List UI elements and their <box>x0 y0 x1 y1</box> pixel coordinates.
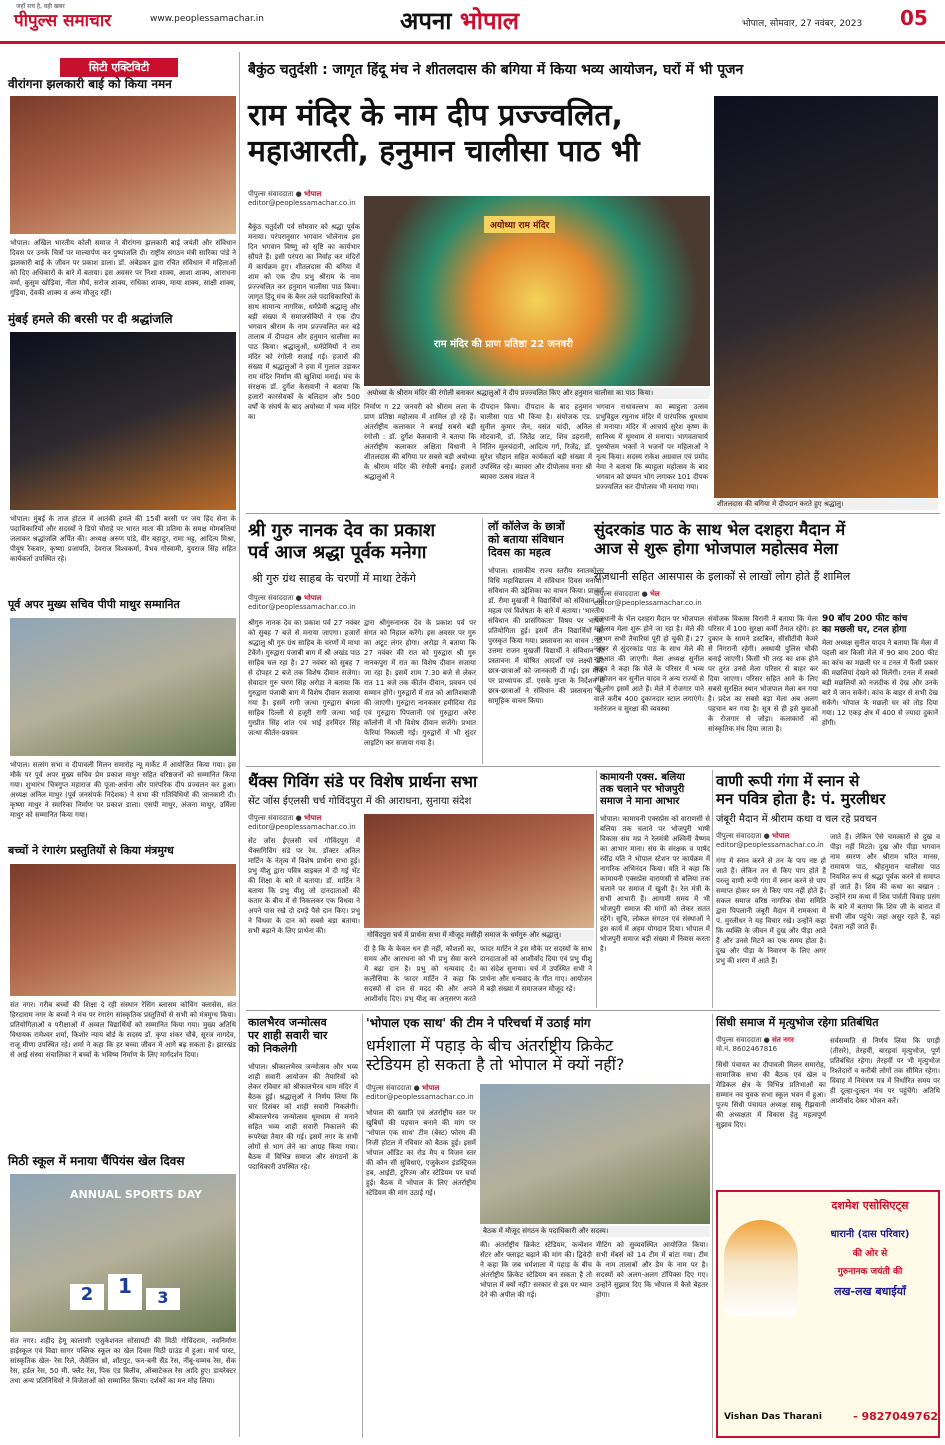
column-divider <box>362 1014 363 1438</box>
bhojpal-box-headline-line1: 90 बॉय 200 फीट कांच <box>822 614 908 624</box>
photo-mumbai-candles <box>10 332 236 510</box>
sindhi-col2: सर्वसम्मति से निर्णय लिया कि पगड़ी (तीसरे), तेरहवीं, बारहवां मृत्युभोज, पूर्ण प्रतिबंधित रहेगा। तेरहवीं पर भी मृत्युभोज रिश्तेदारों व करीबी लोगों तक सीमित रहेगा। विवाह में निमंत्रण पत्र में निर्धारित समय पर ही दूल्हा-दुल्हन मंच पर पहुंचेंगे। अतिथि आशीर्वाद देकर भोजन करें। <box>830 1037 940 1105</box>
photo-church-caption: गोविंदपुरा चर्च में प्रार्थना सभा में मौजूद मसीही समाज के धर्मगुरु और श्रद्धालु। <box>364 930 594 941</box>
ad-name: Vishan Das Tharani <box>724 1412 822 1422</box>
nanak-byline-email[interactable]: editor@peoplessamachar.co.in <box>248 603 356 611</box>
lead-byline-city: भोपाल <box>304 190 322 198</box>
nanak-byline-city: भोपाल <box>304 594 322 602</box>
law-article: भोपाल। शासकीय राज्य स्तरीय स्नातकोत्तर विधि महाविद्यालय में संविधान दिवस मनाया। संविधान की उद्देशिका का वाचन किया। प्राचार्य डॉ. रीमा मुखर्जी ने विद्यार्थियों को संविधान का महत्व एवं विशेषता के बारे में बताया। 'भारतीय संविधान की प्रासंगिकता' विषय पर भाषण प्रतियोगिता हुई। इसमें तीन विद्यार्थियों को पुरस्कृत किया गया। प्रस्तावना का वाचन : डॉ. उत्तमा राजन मुखर्जी विद्यार्थी ने संविधान की प्रस्तावना में घोषित आदर्शों एवं लक्ष्यों की छात्र-छात्राओं को जानकारी दी गई। इस मौके पर प्राध्यापक डॉ. एसके गुप्ता के निर्देशन में छात्र-छात्राओं ने संविधान की प्रस्तावना का सामूहिक वाचन किया। <box>488 567 604 705</box>
divider <box>246 766 940 767</box>
bhojpal-byline-name: पीपुल्स संवाददाता <box>594 590 640 598</box>
rangoli-board: अयोध्या राम मंदिर <box>484 216 555 233</box>
lead-headline-line1: राम मंदिर के नाम दीप प्रज्ज्वलित, <box>248 98 623 133</box>
bhojpal-box <box>822 614 938 760</box>
divider <box>246 513 940 514</box>
ganga-headline-line1: वाणी रूपी गंगा में स्नान से <box>716 772 860 790</box>
cricket-byline-name: पीपुल्स संवाददाता <box>366 1084 412 1092</box>
cricket-byline-email[interactable]: editor@peoplessamachar.co.in <box>366 1093 474 1101</box>
thanks-subhead: सेंट जोंस ईएलसी चर्च गोविंदपुरा में की आराधना, सुनाया संदेश <box>248 796 472 807</box>
podium-third: 3 <box>146 1288 180 1310</box>
bhairav-headline-line3: को निकलेगी <box>248 1042 298 1056</box>
thanks-col2: दी है कि के केवल धन ही नहीं, कौशलों का, समय और आराधना को भी प्रभु सेवा करने में बढ़ा दान है। प्रभु को धन्यवाद दें। कलीसिया के फादर मार्टिन ने कहा कि सदस्यों से दान से मदद की और अपने आशीर्वाद दिए। प्रभु यीशु का अनुसरण करते <box>364 945 476 1002</box>
bhairav-article: भोपाल। श्रीकालभैरव जन्मोत्सव और भव्य शाही सवारी आयोजन की तैयारियों को लेकर रविवार को श्रीकालभैरव धाम मंदिर में बैठक हुई। श्रद्धालुओं ने निर्णय लिया कि चार दिसंबर को शाही सवारी निकलेगी। श्रीकालभैरव जन्मोत्सव धूमधाम से मनाने सहित भव्य शाही सवारी निकालने की रूपरेखा तैयार की गई। इसमें नगर के सभी लोगों से भाग लेने का आग्रह किया गया। बैठक में विभिन्न समाज और संगठनों के पदाधिकारी उपस्थित रहे। <box>248 1063 358 1171</box>
sindhi-col1: सिंधी पंचायत का दीपावली मिलन समारोह, सामाजिक सभा की बैठक एवं खेल व मेडिकल क्षेत्र के विभिन्न प्रतिभाओं का सम्मान नव युवक सभा स्कूल भवन में हुआ। पूज्य सिंधी पंचायत अध्यक्ष साबू रीझवानी की अध्यक्षता में विकास हेतु महत्वपूर्ण सुझाव दिए। <box>716 1061 826 1129</box>
ganga-byline-email[interactable]: editor@peoplessamachar.co.in <box>716 841 824 849</box>
divider <box>246 1010 940 1011</box>
guru-portrait <box>724 1220 798 1316</box>
cricket-headline-line1: धर्मशाला में पहाड़ के बीच अंतर्राष्ट्रीय क्रिकेट <box>366 1036 614 1055</box>
lead-byline: पीपुल्स संवाददाता ● भोपाल editor@peoplessamachar.co.in <box>248 190 358 207</box>
kamayani-headline-line2: तक चलाने पर भोजपुरी <box>600 784 685 795</box>
thanks-byline-email[interactable]: editor@peoplessamachar.co.in <box>248 823 356 831</box>
article-mathur: भोपाल। सत्संग सभा व दीपावली मिलन समारोह न्यू मार्केट में आयोजित किया गया। इस मौके पर पूर्व अपर मुख्य सचिव प्रेम प्रकाश माथुर सहित वरिष्ठजनों को सम्मानित किया गया। शुभारंभ चित्रगुप्त महाराज की पूजा-अर्चना और पारंपरिक दीप प्रज्वलन कर हुआ। अध्यक्ष अनिल माथुर (पूर्व जनसंपर्क निदेशक) ने सभा की गतिविधियों की जानकारी दी। कृष्णा माथुर ने स्मारिका निर्माण पर प्रकाश डाला। एसपी माथुर, अंजना माथुर, उर्मिला माथुर को सम्मानित किया गया। <box>10 761 236 819</box>
sindhi-byline-name: पीपुल्स संवाददाता <box>716 1036 762 1044</box>
photo-deepdaan-caption: शीतलदास की बगिया में दीपदान करते हुए श्रद्धालु। <box>714 499 938 510</box>
bhairav-headline <box>248 1016 360 1056</box>
dateline: भोपाल, सोमवार, 27 नवंबर, 2023 <box>742 19 863 29</box>
nanak-col2: द्वारा श्रीगुरुनानक देव के प्रकाश पर्व पर संगत को निहाल करेंगे। इस अवसर पर गुरु का अटूट लंगर होगा। अरोड़ा ने बताया कि 27 नवंबर की रात को गुरुद्वारा श्री गुरु नानकपुरा में रात का विशेष दीवान सजाया जा रहा है। इसमें शाम 7.30 बजे से लेकर रात 11 बजे तक कीर्तन दीवान, प्रवचन एवं सम्मान होंगे। गुरुद्वारों में रात को आतिशबाजी की जाएगी। गुरुद्वारा नानकसर हमीदिया रोड एवं गुरुद्वारा पिपलानी एवं गुरुद्वारा अरेरा कॉलोनी में भी विशेष दीवान सजेंगे। प्रभात फेरियां निकाली गई। गुरुद्वारों में भी सुंदर लाइटिंग कर सजाया गया है। <box>364 619 476 747</box>
cricket-headline-line2: स्टेडियम हो सकता है तो भोपाल में क्यों नहीं? <box>366 1055 625 1075</box>
ad-phone: - 9827049762 <box>853 1410 938 1423</box>
headline-mathur: पूर्व अपर मुख्य सचिव पीपी माथुर सम्मानित <box>8 598 180 611</box>
law-headline <box>488 520 606 560</box>
lead-byline-name: पीपुल्स संवाददाता <box>248 190 294 198</box>
section-title-part1: अपना <box>400 7 452 35</box>
thanks-col3: फादर मार्टिन ने इस मौके पर सदस्यों के साथ दानदाताओं को आशीर्वाद दिया एवं प्रभु यीशु का संदेश सुनाया। चर्च में उपस्थित सभी ने प्रार्थना और धन्यवाद के गीत गाए। आयोजन में बड़ी संख्या में समाजजन मौजूद रहे। <box>480 945 592 993</box>
greeting-ad <box>716 1190 940 1438</box>
lead-kicker: बैकुंठ चतुर्दशी : जागृत हिंदू मंच ने शीतलदास की बगिया में किया भव्य आयोजन, घरों में भी पूजन <box>248 62 744 78</box>
sindhi-byline-phone: मो.नं. 8602467816 <box>716 1045 778 1053</box>
nanak-byline: पीपुल्स संवाददाता ● भोपाल editor@peoplessamachar.co.in <box>248 594 478 611</box>
law-headline-line1: लॉ कॉलेज के छात्रों <box>488 520 565 533</box>
nanak-byline-name: पीपुल्स संवाददाता <box>248 594 294 602</box>
nanak-col1: श्रीगुरु नानक देव का प्रकाश पर्व 27 नवंबर को सुबह 7 बजे से मनाया जाएगा। हजारों श्रद्धालु श्री गुरु ग्रंथ साहिब के चरणों में माथा टेकेंगे। गुरुद्वारा पंजाबी बाग में श्री अखंड पाठ साहिब चल रहा है। 27 नवंबर को सुबह 7 से दोपहर 2 बजे तक विशेष दीवान सजेगा। सेवादार गुरु चरण सिंह अरोड़ा ने बताया कि गुरुद्वारा पंजाबी बाग में विशेष दीवान सजाया गया है। इसमें रागी जत्था गुरुद्वारा बंगला साहिब दिल्ली से हजूरी रागी जत्था भाई गुरप्रीत सिंह शांत एवं भाई हरमिंदर सिंह जत्था कीर्तन-प्रवचन <box>248 619 360 737</box>
ganga-col2: जाते हैं। लेकिन ऐसे चमत्कारों से दुख व पीड़ा नहीं मिटते। दुख और पीड़ा भगवान नाम स्मरण और श्रीराम चरित मानस, रामायण पाठ, श्रीहनुमान चालीसा पाठ नियमित रूप से श्रद्धा पूर्वक करने से समाप्त हो जाते हैं। शिव की कथा का बखान : उन्होंने राम कथा में शिव पार्वती विवाह प्रसंग के बारे में बताया कि शिव जी के बारात में सभी जीव पहुंचे। जहां असुर रहते हैं, वहां देवता नहीं जाते हैं। <box>830 833 940 931</box>
lead-byline-email[interactable]: editor@peoplessamachar.co.in <box>248 199 356 207</box>
page-number: 05 <box>900 6 928 30</box>
lead-col4: भगवान राधावल्लभ का ब्याहुला उत्सव प्रभुविट्ठल रघुनाथ मंदिर में पारंपरिक धूमधाम से मनाया। मंदिर में आचार्य सुरेश कृष्ण के सानिध्य में धूमधाम से मनाया। भागवताचार्य पुरुषोत्तम भक्तों ने भजनों पर महिलाओं ने नृत्य किया। सदस्य राकेश अग्रवाल एवं प्रमोद नेमा ने बताया कि ब्याहुला महोत्सव के बाद भगवान को छप्पन भोग लगाकर 101 दीपक प्रज्ज्वलित कर दीपोत्सव भी मनाया गया। <box>596 403 708 491</box>
photo-children <box>10 864 236 996</box>
headline-mumbai: मुंबई हमले की बरसी पर दी श्रद्धांजलि <box>8 312 173 326</box>
photo-cricket-meeting <box>480 1084 710 1224</box>
thanks-byline: पीपुल्स संवाददाता ● भोपाल editor@peoplessamachar.co.in <box>248 814 360 831</box>
column-divider <box>239 52 240 1437</box>
ad-line4: लख-लख बधाईयाँ <box>834 1285 906 1298</box>
headline-sports-day: मिठी स्कूल में मनाया चैंपियंस खेल दिवस <box>8 1154 185 1168</box>
ganga-headline <box>716 772 940 808</box>
article-mumbai: भोपाल। मुंबई के ताज होटल में आतंकी हमले की 15वीं बरसी पर जय हिंद सेना के पदाधिकारियों और सदस्यों ने डिपो चौराहे पर भारत माता की प्रतिमा के समक्ष मोमबत्तियां जलाकर श्रद्धांजलि अर्पित की। अध्यक्ष अरुण पांडे, वीर बहादुर, रामा भट्ट, आदित्य मिश्रा, पीयूष रैकवार, कृष्णा प्रजापति, देवराज विश्वकर्मा, वैभव गोस्वामी, युवराज सिंह सहित कार्यकर्ता उपस्थित रहे। <box>10 515 236 563</box>
bhojpal-headline-line1: सुंदरकांड पाठ के साथ भेल दशहरा मैदान में <box>594 520 846 539</box>
newspaper-logo: पीपुल्स समाचार <box>14 11 112 31</box>
masthead <box>0 0 945 44</box>
thanks-headline: थैंक्स गिविंग संडे पर विशेष प्रार्थना सभा <box>248 772 478 791</box>
bhojpal-headline <box>594 520 938 558</box>
sports-day-banner: ANNUAL SPORTS DAY <box>70 1188 202 1201</box>
bhojpal-box-headline-line2: का मछली घर, टनल होगा <box>822 624 907 635</box>
photo-deepdaan <box>714 96 938 498</box>
nanak-headline-line2: पर्व आज श्रद्धा पूर्वक मनेगा <box>248 541 427 563</box>
podium <box>70 1274 180 1310</box>
column-divider <box>596 770 597 1008</box>
section-title-part2: भोपाल <box>459 7 520 35</box>
bhojpal-byline-city: भेल <box>650 590 660 598</box>
cricket-col2: की। अंतर्राष्ट्रीय क्रिकेट स्टेडियम, कन्वेंशन सेंटर और फ्लाइट बढ़ाने की मांग की। द्विवेदी ने कहा कि जब धर्मशाला में पहाड़ के बीच अंतर्राष्ट्रीय क्रिकेट स्टेडियम बन सकता है तो भोपाल में क्यों नहीं? सरकार से इस पर ध्यान देने की अपील की गई। <box>480 1241 592 1299</box>
cricket-col1: भोपाल की ख्याति एवं अंतर्राष्ट्रीय स्तर पर खुबियों की पहचान बनाने की मांग पर 'भोपाल एक साथ' टीम (बेस्ट) फोरम की निजी होटल में रविवार को बैठक हुई। इसमें भोपाल ऑडिट का रोड मैप व विजन स्तर की कौन सी सुविधाएं, एजुकेशन इंडस्ट्रियल हब, आईटी, टूरिज्म और स्टेडियम पर चर्चा हुई। बैठक में भोपाल के लिए अंतर्राष्ट्रीय स्टेडियम की मांग उठाई गई। <box>366 1109 476 1197</box>
nanak-headline-line1: श्री गुरु नानक देव का प्रकाश <box>248 520 436 541</box>
sindhi-headline: सिंधी समाज में मृत्युभोज रहेगा प्रतिबंधित <box>716 1016 879 1029</box>
photo-jhalkari <box>10 96 236 234</box>
thanks-byline-city: भोपाल <box>304 814 322 822</box>
kamayani-headline-line1: कामायनी एक्स. बलिया <box>600 772 685 783</box>
photo-church <box>364 814 594 928</box>
bhojpal-byline: पीपुल्स संवाददाता ● भेल editor@peoplessamachar.co.in <box>594 590 704 607</box>
ganga-byline-city: भोपाल <box>772 832 790 840</box>
nanak-headline <box>248 520 480 563</box>
bhairav-headline-line2: पर शाही सवारी चार <box>248 1029 328 1043</box>
bhojpal-col1: राजधानी के भेल दशहरा मैदान पर भोजपाल महोत्सव मेला शुरू होने जा रहा है। मेले की लगभग सभी तैयारियां पूरी हो चुकी हैं। 27 नवंबर से सुंदरकांड पाठ के साथ मेले की शुरुआत की जाएगी। मेला अध्यक्ष सुनील यादव ने कहा कि मेले के परिसर में भव्य आयोजन कर सुनील यादव ने अन्य राज्यों से भी लोग इसमें आते हैं। मेले में रोजगार पाने वाले करीब 400 दुकानदार स्टाल लगाएंगे। मनोरंजन व सुरक्षा की व्यवस्था <box>594 615 704 713</box>
headline-children: बच्चों ने रंगारंग प्रस्तुतियों से किया मंत्रमुग्ध <box>8 844 174 857</box>
ganga-byline: पीपुल्स संवाददाता ● भोपाल editor@peoplessamachar.co.in <box>716 832 826 849</box>
nanak-subhead: श्री गुरु ग्रंथ साहब के चरणों में माथा टेकेंगे <box>252 572 416 585</box>
sindhi-byline: पीपुल्स संवाददाता ● संत नगर मो.नं. 8602467816 <box>716 1036 826 1054</box>
photo-rangoli <box>364 196 710 386</box>
kamayani-article: भोपाल। कामायनी एक्सप्रेस को वाराणसी से बलिया तक चलाने पर भोजपुरी भाषी विकास संघ मप्र ने रेलमंत्री अश्विनी वैष्णव का आभार माना। संघ के संरक्षक व पार्षद रवींद्र यति ने भोपाल स्टेशन पर कार्यक्रम में नागरिक अभिनंदन किया। यति ने कहा कि कामायनी एक्सप्रेस वाराणसी से बलिया तक चलाने पर समाज में खुशी है। रेल मंत्री के सभी आभारी हैं। आगामी समय में भी भोजपुरी समाज की मांगों को लेकर सतत रहेंगे। सूचि, लोकल संगठन एवं संस्थाओं ने इस कार्य में अहम योगदान दिया। भोपाल में भोजपुरी समाज बड़ी संख्या में निवास करता है। <box>600 815 710 953</box>
section-tag: सिटी एक्टिविटी <box>60 58 178 77</box>
column-divider <box>712 770 713 1008</box>
photo-cricket-caption: बैठक में मौजूद संगठन के पदाधिकारी और सदस्य। <box>480 1226 710 1237</box>
sindhi-byline-city: संत नगर <box>772 1036 794 1044</box>
kamayani-headline <box>600 772 716 808</box>
photo-rangoli-caption: अयोध्या के श्रीराम मंदिर की रंगोली बनाकर श्रद्धालुओं ने दीप प्रज्ज्वलित किए और हनुमान चालीसा का पाठ किया। <box>364 388 710 399</box>
lead-col3: दीपदान किया। दीपदान के बाद हनुमान चालीसा पाठ भी किया है। संयोजक एड. सुनील कुमार जैन, वसंत चांदी, अनिल मोटवानी, डॉ. जितेंद्र जाट, शिव डहरानी, नितिन मूलचंदानी, आदित्य गर्ग, रिजेंद्र, डॉ. सुरेश चौहान सहित कार्यकर्ता बड़ी संख्या में उपस्थित रहे। ब्यावरा और दीपोत्सव मनाः श्री ब्यावरा उत्सव मंडल ने <box>480 403 592 481</box>
kamayani-headline-line3: समाज ने माना आभार <box>600 796 680 807</box>
cricket-kicker: 'भोपाल एक साथ' की टीम ने परिचर्चा में उठाई मांग <box>366 1016 591 1030</box>
ad-line2: की ओर से <box>852 1249 888 1259</box>
cricket-col3: मीटिंग को सुव्यवस्थित आयोजित किया। सभी मेंबर्स को 14 टीम में बांटा गया। टीम के नाम तालाबों और डैम के नाम पर है। सदस्यों को अलग-अलग टॉपिक्स दिए गए। उन्होंने सुझाव दिए कि भोपाल में कैसे बेहतर होगा। <box>596 1241 708 1299</box>
column-divider <box>482 518 483 764</box>
lead-headline-line2: महाआरती, हनुमान चालीसा पाठ भी <box>248 134 640 169</box>
lead-col1: बैकुंठ चतुर्दशी पर्व सोमवार को श्रद्धा पूर्वक मनाया। परंपरानुसार भगवान भोलेनाथ इस दिन भगवान विष्णु को सृष्टि का कार्यभार सौंपते हैं। इसी परंपरा का निर्वाह कर मंदिरों में कार्यक्रम हुए। शीतलदास की बगिया में शाम को एक दीप प्रभु श्रीराम के नाम प्रज्ज्वलित कर हनुमान चालीसा पाठ किया। जागृत हिंदू मंच के बैनर तले पदाधिकारियों के साथ सामान्य नागरिक, धर्मप्रेमी श्रद्धालु और बड़ी संख्या में समाजसेवियों ने एक दीप भगवान श्रीराम के नाम प्रज्ज्वलित कर बड़े तालाब में दीपदान और हनुमान चालीसा का पाठ किया। श्रद्धालुओं, धर्मप्रेमियों ने राम मंदिर को रंगोली सजाई गई। हजारों की संख्या में श्रद्धालुओं ने हवा में गुलाल उड़ाकर राम मंदिर निर्माण की खुशियां मनाई। मंच के संरक्षक डॉ. दुर्गेश केसवानी ने बताया कि हजारों कारसेवकों के बलिदान और 500 वर्षों के संघर्ष के बाद अयोध्या में भव्य मंदिर का <box>248 223 360 421</box>
ganga-subhead: जंबूरी मैदान में श्रीराम कथा व चल रहे प्रवचन <box>716 814 877 825</box>
podium-second: 2 <box>70 1284 104 1310</box>
ad-title: दशमेश एसोसिएट्स <box>831 1199 909 1212</box>
section-title <box>400 4 519 37</box>
podium-first: 1 <box>108 1274 142 1310</box>
article-jhalkari: भोपाल। अखिल भारतीय कोली समाज ने वीरांगना झलकारी बाई जयंती और संविधान दिवस पर उनके चित्रों पर माल्यार्पण कर पुष्पांजलि दी। राष्ट्रीय संगठन मंत्री सारिका पांडे ने झलकारी बाई के जीवन पर प्रकाश डाला। डॉ. अंबेडकर द्वारा रचित संविधान में महिलाओं को दिए अधिकारों के बारे में बताया। इस अवसर पर निशा शाक्य, आशा शाक्य, आराधना वर्मा, कुसुम खोड़िया, नीता मौर्य, सरोज शाक्य, राधिका शाक्य, माया शाक्य, साक्षी शाक्य, गुड़िया, देवकी शाक्य व अन्य मौजूद रहीं। <box>10 239 236 297</box>
thanks-byline-name: पीपुल्स संवाददाता <box>248 814 294 822</box>
photo-mathur <box>10 618 236 756</box>
ganga-byline-name: पीपुल्स संवाददाता <box>716 832 762 840</box>
article-sports-day: संत नगर। शहीद हेमू कालाणी एजुकेशनल सोसायटी की मिठी गोविंदराम, नवनिर्माण हाईस्कूल एवं विद्या सागर पब्लिक स्कूल का खेल दिवस मिठी ग्राउंड में हुआ। मार्च पास्ट, सांस्कृतिक खेल- रेस रिले, जैवेलिन थ्रो, शॉटपुट, फन-बनी सैंड रेस, नींबू-चम्मच रेस, सैक रेस, हर्डल रेस, 50 मी. फ्लैट रेस, पिक एंड बिलीव, ऑब्सटेकल रेस आदि हुए। डायरेक्टर तथा अन्य प्रतिनिधियों ने विजेताओं को सम्मानित किया। दर्शकों का मन मोह लिया। <box>10 1337 236 1385</box>
website-url[interactable]: www.peoplessamachar.in <box>150 14 264 24</box>
thanks-col1: सेंट जोंस ईएलसी चर्च गोविंदपुरा में थैंक्सगिविंग संडे पर रेव. डॉक्टर अनिल मार्टिन के नेतृत्व में विशेष प्रार्थना सभा हुई। प्रभु यीशु द्वारा पवित्र बाइबल में दी गई भेंट की शिक्षा के बारे में बताया। डॉ. मार्टिन ने बताया कि प्रभु यीशु जो दानदाताओं की कतार के बीच में से निकलकर एक विधवा ने अपने पास रखे दो दमड़े पैसे दान किए। प्रभु ने विधवा के दान को सबसे बड़ा बताया। सभी बढ़ाने के लिए प्रार्थना की। <box>248 837 360 935</box>
ganga-col1: गंगा में स्नान करने से तन के पाप नष्ट हो जाते हैं। लेकिन तन से किए पाप होते हैं परन्तु वाणी रूपी गंगा में स्नान करने से पाप समाप्त होकर मन से किए पाप नहीं होते हैं। सकल समाज वरिष्ठ नागरिक सेवा समिति द्वारा पिपलानी जंबूरी मैदान में रामकथा में पं. मुरलीधर ने यह विचार रखे। उन्होंने कहा कि व्यक्ति के जीवन में दुख और पीड़ा आते हैं और उनसे मिटने का एक समय होता है। दुख और पीड़ा के निवारण के लिए अगर प्रभु की शरण में आते हैं। <box>716 857 826 965</box>
article-children: संत नगर। गरीब बच्चों की शिक्षा दे रही संस्थान रेसिंग ब्लासम कोचिंग क्लासेस, संत हिरदाराम नगर के बच्चों ने मंच पर रंगारंग सांस्कृतिक प्रस्तुतियों से सभी को मंत्रमुग्ध किया। प्रतियोगिताओं व परीक्षाओं में अव्वल विद्यार्थियों को सम्मानित किया गया। मुख्य अतिथि विधायक रामेश्वर शर्मा, किशोर न्याय बोर्ड के सदस्य डॉ. कृपा शंकर चौबे, सूरज नागदेव, राजू मीणा उपस्थित रहे। शर्मा ने कहा कि हर बच्चा जीवन में आगे बढ़ सकता है। झारखंड से आईं संस्था संचालिका ने बच्चों के भविष्य निर्माण के लिए मार्गदर्शन दिया। <box>10 1001 236 1059</box>
ad-line1: धारानी (दास परिवार) <box>830 1229 910 1240</box>
ganga-headline-line2: मन पवित्र होता है: पं. मुरलीधर <box>716 790 886 808</box>
cricket-byline: पीपुल्स संवाददाता ● भोपाल editor@peoplessamachar.co.in <box>366 1084 476 1101</box>
lead-col2: निर्माण ग 22 जनवरी को श्रीराम लला के प्राण प्रतिष्ठा महोत्सव में शामिल हो रहे हैं। अंतर्राष्ट्रीय कलाकार ने बनाई सबसे बड़ी रंगोली : डॉ. दुर्गेश केसवानी ने बताया कि अंतर्राष्ट्रीय कलाकार अक्षिता विधानी ने शीतलदास की बगिया पर सबसे बड़ी अयोध्या के श्रीराम मंदिर की रंगोली बनाई। हजारों श्रद्धालुओं ने <box>364 403 476 481</box>
brand-tagline: जहाँ सच है, वही खबर <box>16 3 65 10</box>
bhojpal-byline-email[interactable]: editor@peoplessamachar.co.in <box>594 599 702 607</box>
bhairav-headline-line1: कालभैरव जन्मोत्सव <box>248 1016 327 1029</box>
bhojpal-subhead: राजधानी सहित आसपास के इलाकों से लाखों लोग होते हैं शामिल <box>594 570 851 583</box>
photo-sports-day <box>10 1174 236 1332</box>
cricket-byline-city: भोपाल <box>422 1084 440 1092</box>
column-divider <box>712 1014 713 1438</box>
lead-headline <box>248 98 708 170</box>
bhojpal-headline-line2: आज से शुरू होगा भोजपाल महोत्सव मेला <box>594 539 838 559</box>
bhojpal-box-headline <box>822 614 938 636</box>
bhojpal-box-body: मेला अध्यक्ष सुनील यादव ने बताया कि मेला में पहली बार किसी मेले में 90 बाय 200 फीट का कांच का मछली घर व टनल में फैंसी प्रकार की मछलियां देखने को मिलेंगी। टनल में सबसे बड़ी मछलियों को नजदीक से देख और उनके बारे में जान सकेंगे। कांच के बाहर से सभी देख सकेंगे। भोपाल के मछली घर को तोड़ दिया गया। 12 एकड़ क्षेत्र में 400 से ज्यादा दुकानें होंगी। <box>822 638 938 727</box>
bhojpal-col2: संयोजक विकास विरानी ने बताया कि मेला परिसर में 100 सुरक्षा कर्मी तैनात रहेंगे। हर दुकान के सामने डस्टबिन, सीसीटीवी कैमरे से निगरानी रहेगी। अस्थायी पुलिस चौकी बनाई जाएगी। किसी भी तरह का शक होने पर तुरंत उनसे मेला परिसर से बाहर कर दिया जाएगा। परिसर सहित आने के लिए सबसे सुरक्षित स्थान भोजपाल मेला बन गया है। प्रदेश का सबसे बड़ा मेला अब अलग पहचान बन गया है। सूत्र से ही इसे युवाओं के रोजगार से जोड़ा। कलाकारों को सांस्कृतिक मंच दिया जाता है। <box>708 615 818 733</box>
rangoli-text: राम मंदिर की प्राण प्रतिष्ठा 22 जनवरी <box>434 339 573 350</box>
law-headline-line2: को बताया संविधान <box>488 533 564 547</box>
cricket-headline <box>366 1036 710 1074</box>
headline-jhalkari: वीरांगना झलकारी बाई को किया नमन <box>8 77 172 91</box>
law-headline-line3: दिवस का महत्व <box>488 546 551 560</box>
ad-line3: गुरुनानक जयंती की <box>837 1267 903 1277</box>
